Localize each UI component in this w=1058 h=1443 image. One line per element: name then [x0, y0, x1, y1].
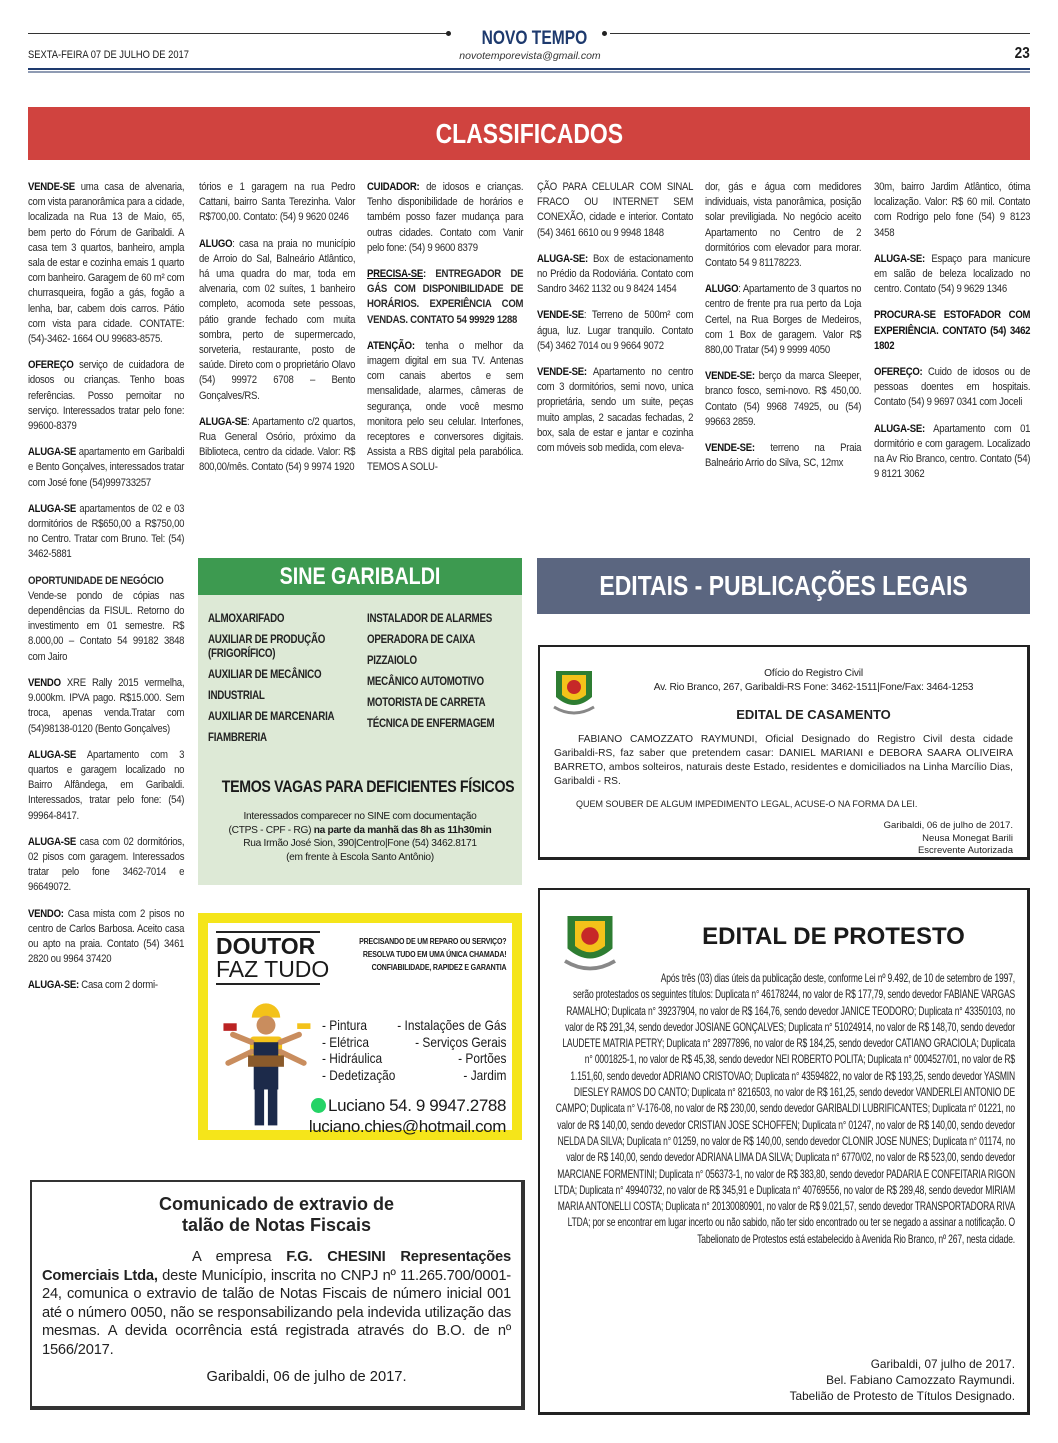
- ad-text: apartamento em Garibaldi e Bento Gonçalves, interessados tratar com José fone (54)999733257: [28, 446, 185, 489]
- sine-header: [198, 558, 522, 595]
- ad-text: Apartamento com 3 quartos e garagem localizado no Bairro Alfândega, em Garibaldi. Interessados, tratar pelo fone: (54) 99964-8417.: [28, 748, 185, 822]
- classified-column: [705, 180, 861, 482]
- sine-address: Rua Irmão José Sion, 390|Centro|Fone (54) 3462.8171: [243, 838, 477, 849]
- comunicado-title-line: Comunicado de extravio de: [158, 1194, 395, 1214]
- list-item: ALMOXARIFADO: [208, 613, 285, 625]
- header-dot: [446, 31, 451, 36]
- masthead: [470, 28, 590, 50]
- classified-ad: [28, 835, 184, 896]
- comunicado-body: [42, 1248, 511, 1359]
- casamento-role: Escrevente Autorizada: [917, 845, 1013, 856]
- ad-phone: [311, 1096, 506, 1116]
- comunicado-box: [30, 1180, 525, 1410]
- ad-heading: VENDO: [28, 676, 61, 689]
- ad-heading: ALUGA-SE: [28, 446, 76, 459]
- classified-ad: [367, 267, 523, 328]
- classified-ad: [367, 180, 523, 256]
- comunicado-company: F.G. CHESINI Representações Comerciais Ltda,: [42, 1249, 511, 1284]
- ad-heading: ALUGA-SE:: [28, 979, 79, 992]
- ad-text: Casa mista com 2 pisos no centro de Carlos Barbosa. Aceito casa ou apto na praia. Contato (54) 3461 2820 ou 9964 37420: [28, 907, 185, 966]
- classified-ad: [537, 180, 693, 241]
- classificados-banner: [28, 107, 1030, 160]
- protesto-signature: [790, 1356, 1015, 1404]
- ad-text: serviço de cuidadora de idosos ou crianças. Tenho boas referências. Posso pernoitar no serviço. Interessados tratar pelo fone: 99600-8379: [28, 359, 185, 433]
- comunicado-text: deste Município, inscrita no CNPJ nº 11.265.700/0001-24, comunica o extravio de talão de Notas Fiscais de número inicial 001 até o número 0050, não se responsabilizando pela indevida utilização das mesmas. A devida ocorrência está registrada através do B.O. de nº 1566/2017.: [42, 1267, 511, 1358]
- casamento-warning: QUEM SOUBER DE ALGUM IMPEDIMENTO LEGAL, ACUSE-O NA FORMA DA LEI.: [576, 799, 918, 809]
- ad-text: apartamentos de 02 e 03 dormitórios de R$650,00 a R$750,00 no Centro. Tratar com Bruno. Tel: (54) 3462-5881: [28, 502, 185, 561]
- registry-header: [606, 667, 1021, 695]
- list-item: INDUSTRIAL: [208, 690, 265, 702]
- classificados-title: CLASSIFICADOS: [435, 118, 623, 149]
- ad-text: dor, gás e água com medidores individuais, vista panorâmica, posição solar previligiada. No negócio aceito Apartamento no Centro de 2 dormitórios com elevador para morar. Contato 54 9 81178223.: [705, 181, 862, 270]
- classified-ad: [874, 252, 1030, 298]
- classified-ad: [537, 308, 693, 354]
- ad-text: Box de estacionamento no Prédio da Rodoviária. Contato com Sandro 3462 1132 ou 9 8424 1454: [537, 252, 694, 296]
- sine-info: [198, 810, 522, 864]
- classified-ad: [537, 252, 693, 298]
- ad-services-left: [322, 1017, 395, 1083]
- header-email: novotemporevista@gmail.com: [459, 50, 601, 62]
- casamento-signer: Neusa Monegat Barili: [922, 832, 1013, 844]
- classified-ad: [874, 422, 1030, 483]
- masthead-text: NOVO TEMPO: [481, 28, 588, 49]
- editais-title: EDITAIS - PUBLICAÇÕES LEGAIS: [599, 570, 968, 601]
- ad-heading: VENDE-SE:: [705, 442, 755, 455]
- ad-text: Apartamento com 01 dormitório e com garagem. Localizado na Av Rio Branco, centro. Contato (54) 9 8121 3062: [874, 422, 1031, 481]
- ad-heading: ATENÇÃO:: [367, 339, 415, 352]
- sine-jobs-right: [367, 612, 517, 738]
- classified-ad: [705, 369, 861, 430]
- rs-coat-of-arms-icon: [550, 663, 598, 719]
- ad-text: Espaço para manicure em salão de beleza localizado no centro. Contato (54) 9 9629 1346: [874, 252, 1031, 296]
- editais-banner: [537, 558, 1030, 614]
- classified-column: [537, 180, 693, 467]
- classified-column: [28, 180, 184, 1005]
- ad-heading: ALUGA-SE: [28, 835, 76, 848]
- list-item: - Pintura: [322, 1017, 367, 1033]
- header-rule: [28, 68, 1030, 70]
- classified-column: [367, 180, 523, 487]
- list-item: - Jardim: [463, 1066, 506, 1083]
- classified-ad: [874, 365, 1030, 411]
- ad-text: ÇÃO PARA CELULAR COM SINAL FRACO OU INTERNET SEM CONEXÃO, cidade e interior. Contato (54) 3461 6610 ou 9 9948 1848: [537, 181, 694, 239]
- casamento-title: EDITAL DE CASAMENTO: [736, 707, 891, 722]
- comunicado-title-line: talão de Notas Fiscais: [181, 1215, 372, 1235]
- sine-vagas-text: TEMOS VAGAS PARA DEFICIENTES FÍSICOS: [221, 778, 515, 796]
- ad-text: Cuido de idosos ou de pessoas doentes em hospitais. Contato (54) 9 9697 0341 com Joceli: [874, 366, 1031, 409]
- comunicado-date: Garibaldi, 06 de julho de 2017.: [206, 1369, 407, 1385]
- protesto-title: EDITAL DE PROTESTO: [702, 923, 965, 950]
- sine-docs: (CTPS - CPF - RG): [228, 824, 314, 836]
- classified-ad: [28, 748, 184, 824]
- ad-heading: ALUGA-SE: [28, 502, 76, 515]
- ad-heading: VENDE-SE: [537, 309, 584, 322]
- casamento-signature: [884, 820, 1013, 858]
- sine-vagas: [198, 778, 522, 797]
- protesto-date: Garibaldi, 07 julho de 2017.: [870, 1357, 1015, 1371]
- ad-heading: VENDE-SE:: [537, 366, 587, 379]
- ad-text: Vende-se pondo de cópias nas dependências da FISUL. Retorno do investimento em 01 semestre. R$ 8.000,00 – Contato 54 99182 3848 com Jairo: [28, 589, 185, 663]
- edital-casamento: [538, 645, 1030, 860]
- classified-ad: [705, 180, 861, 271]
- ad-text: uma casa de alvenaria, com vista paranorâmica para a cidade, localizada na Rua 13 de Maio, 65, bem perto do Fórum de Garibaldi. A casa tem 3 quartos, banheiro, ampla sala de estar e cozinha emais 1 quarto com banheiro. Garagem de 60 m² com churrasqueira, fogão a gás, fogão a lenha, bar, cabem dois carros. Pátio com vista para cidade. CONTATE: (54)-3462- 1664 OU 99683-8575.: [28, 181, 185, 346]
- ad-text: : Apartamento de 3 quartos no centro de frente pra rua perto da Loja Certel, na Rua Borges de Medeiros, com 1 Box de garagem. Valor R$ 880,00 Tratar (54) 9 9999 4050: [705, 283, 862, 357]
- ad-text: de idosos e crianças. Tenho disponibilidade de horários e também posso fazer mudança para outras cidades. Contato com Vanir pelo fone: (54) 9 9600 8379: [367, 181, 524, 254]
- sine-info-line: Interessados comparecer no SINE com documentação: [243, 811, 477, 822]
- classified-ad: [199, 237, 355, 404]
- ad-text: : Terreno de 500m² com água, luz. Lugar tranquilo. Contato (54) 3462 7014 ou 9 9664 9072: [537, 309, 694, 352]
- protesto-signer: Bel. Fabiano Camozzato Raymundi.: [826, 1373, 1015, 1387]
- list-item: AUXILIAR DE PRODUÇÃO (FRIGORÍFICO): [208, 634, 326, 660]
- classified-ad: [874, 180, 1030, 241]
- list-item: TÉCNICA DE ENFERMAGEM: [367, 718, 495, 730]
- list-item: - Portões: [457, 1050, 506, 1066]
- ad-heading: OPORTUNIDADE DE NEGÓCIO: [28, 574, 164, 587]
- ad-text: : ENTREGADOR DE GÁS COM DISPONIBILIDADE DE HORÁRIOS. EXPERIÊNCIA COM VENDAS. CONTATO 54 99929 1288: [367, 268, 524, 326]
- sine-reference: (em frente à Escola Santo Antônio): [286, 851, 434, 863]
- classified-ad: [705, 282, 861, 358]
- ad-logo-line2: FAZ TUDO: [216, 956, 330, 982]
- ad-slogan: [359, 935, 506, 974]
- ad-text: casa com 02 dormitórios, 02 pisos com garagem. Interessados tratar pelo fone 3462-7014 e 96649072.: [28, 835, 185, 894]
- classified-ad: [199, 415, 355, 476]
- ad-logo-line1: DOUTOR: [216, 933, 316, 959]
- header-dot: [602, 31, 607, 36]
- header-rule-right: [610, 33, 1030, 34]
- comunicado-title: [32, 1194, 521, 1236]
- ad-heading: ALUGO: [199, 237, 233, 250]
- rs-coat-of-arms-icon: [560, 904, 620, 978]
- ad-services-right: [397, 1017, 506, 1083]
- ad-heading: ALUGA-SE:: [874, 422, 925, 435]
- list-item: - Instalações de Gás: [396, 1017, 506, 1033]
- ad-heading: OFEREÇO:: [874, 366, 923, 379]
- comunicado-intro: A empresa: [192, 1249, 287, 1265]
- registry-office: Ofício do Registro Civil: [764, 668, 863, 679]
- ad-logo: [216, 931, 330, 985]
- classified-ad: [28, 574, 184, 665]
- header-rule-left: [28, 33, 448, 34]
- list-item: - Elétrica: [322, 1033, 369, 1050]
- list-item: RESOLVA TUDO EM UMA ÚNICA CHAMADA!: [362, 950, 506, 959]
- ad-email: luciano.chies@hotmail.com: [308, 1117, 506, 1136]
- whatsapp-icon: [311, 1098, 326, 1113]
- classified-ad: [28, 358, 184, 434]
- header-rule: [28, 71, 1030, 73]
- ad-heading: PROCURA-SE ESTOFADOR COM EXPERIÊNCIA. CONTATO (54) 3462 1802: [874, 309, 1031, 352]
- protesto-role: Tabelião de Protesto de Títulos Designado.: [789, 1389, 1015, 1403]
- sine-info-line: [198, 824, 522, 838]
- list-item: - Dedetização: [322, 1066, 396, 1083]
- ad-heading: PRECISA-SE: [367, 268, 423, 281]
- issue-date: SEXTA-FEIRA 07 DE JULHO DE 2017: [28, 49, 189, 61]
- ad-heading: ALUGA-SE: [199, 415, 247, 428]
- list-item: AUXILIAR DE MECÂNICO: [208, 669, 322, 681]
- ad-text: : Apartamento c/2 quartos, Rua General Osório, próximo da Biblioteca, centro da cidade. Valor: R$ 800,00/mês. Contato (54) 9 9974 1920: [199, 415, 356, 474]
- protesto-text: [554, 970, 1015, 1247]
- classified-ad: [28, 676, 184, 737]
- ad-text: Apartamento no centro com 3 dormitórios, semi novo, unica proprietária, sendo um suite, peças muito amplas, 2 sacadas fechadas, 2 box, sala de estar e jantar e cozinha com móveis sob medida, com eleva-: [537, 366, 694, 455]
- list-item: FIAMBRERIA: [208, 732, 267, 744]
- ad-text: Casa com 2 dormi-: [78, 979, 158, 992]
- list-item: PRECISANDO DE UM REPARO OU SERVIÇO?: [358, 937, 506, 946]
- ad-text: terreno na Praia Balneário Arrio do Silva, SC, 12mx: [705, 442, 862, 470]
- classified-ad: [28, 978, 184, 993]
- sine-jobs-left: [208, 612, 358, 752]
- casamento-text: FABIANO CAMOZZATO RAYMUNDI, Oficial Designado do Registro Civil desta cidade Garibaldi-RS, faz saber que pretendem casar: DANIEL MARIANI e DEBORA SAARA OLIVEIRA BARRETO, ambos solteiros, naturais deste Estado, residentes e domiciliados na Linha Marcílio Dias, Garibaldi - RS.: [554, 734, 1013, 787]
- protesto-body: Após três (03) dias úteis da publicação deste, conforme Lei nº 9.492, de 10 de setembro de 1997, serão protestados os seguintes títulos: Duplicata n° 46178244, no valor de R$ 177,79, sendo devedor FABIANE VARGAS RAMALHO; Duplicata n° 39237904, no valor de R$ 164,76, sendo devedor JANICE TEODORO; Duplicata n° 43350103, no valor de R$ 291,34, sendo devedor JOSIANE GONÇALVES; Duplicata n° 51024914, no valor de R$ 148,70, sendo devedor LAUDETE MATRIA PETRY; Duplicata n° 28977896, no valor de R$ 184,25, sendo devedor CATIANO GRACIOLA; Duplicata n° 0001825-1, no valor de R$ 45,38, sendo devedor NEI ROBERTO POLITA; Duplicata n° 0004527/01, no valor de R$ 1.151,60, sendo devedor ADRIANO CRISTOVAO; Duplicata n° 43594822, no valor de R$ 193,25, sendo devedor YASMIN DIESLEY RAMOS DO CANTO; Duplicata n° 8216503, no valor de R$ 161,25, sendo devedor VANDERLEI ANTONIO DE CAMPO; Duplicata n° V-176-08, no valor de R$ 230,00, sendo devedor GARIBALDI LUBRIFICANTES; Duplicata n° 01221, no valor de R$ 140,00, sendo devedor CRISTIAN JOSE SCHOFFEN; Duplicata n° 01247, no valor de R$ 140,00, sendo devedor NELDA DA SILVA; Duplicata n° 01259, no valor de R$ 140,00, sendo devedor CLONIR JOSE NUNES; Duplicata n° 01174, no valor de R$ 140,00, sendo devedor ADRIANA LIMA DA SILVA; Duplicata n° 6770/02, no valor de R$ 523,00, sendo devedor MARCIANE FORMENTINI; Duplicata n° 056373-1, no valor de R$ 383,80, sendo devedor PADARIA E CONFEITARIA RIGON LTDA; Duplicata n° 49940732, no valor de R$ 345,91 e Duplicata n° 40769556, no valor de R$ 289,48, sendo devedor MIRIAM MARIA ANTONELLI COSTA; Duplicata n° 20130080901, no valor de R$ 9.021,57, sendo devedor TRANSPORTADORA RIVA LTDA; por se encontrar em lugar incerto ou não sabido, não ter sido encontrado ou ter se negado a assinar a notificação. O Tabelionato de Protestos está estabelecido à Avenida Rio Branco, nº 267, nesta cidade.: [554, 971, 1015, 1246]
- list-item: AUXILIAR DE MARCENARIA: [208, 711, 335, 723]
- ad-heading: CUIDADOR:: [367, 181, 420, 193]
- classified-ad: [28, 180, 184, 347]
- sine-title: SINE GARIBALDI: [279, 563, 441, 590]
- ad-heading: VENDE-SE: [28, 181, 75, 193]
- list-item: PIZZAIOLO: [367, 655, 417, 667]
- ad-heading: VENDE-SE:: [705, 370, 755, 383]
- list-item: MOTORISTA DE CARRETA: [367, 697, 486, 709]
- classified-ad: [705, 441, 861, 471]
- classified-ad: [874, 308, 1030, 354]
- worker-illustration-icon: [214, 993, 318, 1133]
- ad-text: 30m, bairro Jardim Atlântico, ótima localização. Valor: R$ 60 mil. Contato com Rodrigo pelo fone (54) 9 8123 3458: [874, 181, 1031, 239]
- ad-heading: ALUGA-SE: [28, 748, 76, 761]
- ad-heading: ALUGA-SE:: [874, 252, 925, 265]
- list-item: CONFIABILIDADE, RAPIDEZ E GARANTIA: [371, 963, 506, 972]
- casamento-date: Garibaldi, 06 de julho de 2017.: [883, 820, 1013, 831]
- list-item: MECÂNICO AUTOMOTIVO: [367, 676, 484, 688]
- ad-heading: OFEREÇO: [28, 359, 74, 372]
- ad-text: XRE Rally 2015 vermelha, 9.000km. IPVA pago. R$15.000. Sem troca, apenas venda.Tratar com (54)98138-0120 (Bento Gonçalves): [28, 676, 185, 735]
- ad-text: tenha o melhor da imagem digital em sua TV. Antenas com canais abertos e sem mensalidade, alarmes, câmeras de segurança, onde você mesmo monitora pelo seu celular. Interfones, receptores e conversores digitais. Assista a RBS digital pela parabólica. TEMOS A SOLU-: [367, 339, 524, 474]
- doutor-faz-tudo-ad: [198, 913, 522, 1140]
- ad-heading: ALUGO: [705, 283, 739, 296]
- classified-column: [199, 180, 355, 487]
- classified-column: [874, 180, 1030, 493]
- ad-heading: VENDO:: [28, 907, 64, 920]
- list-item: - Hidráulica: [322, 1050, 383, 1066]
- classified-ad: [28, 907, 184, 968]
- sine-box: [198, 558, 522, 885]
- ad-text: : casa na praia no município de Arroio do Sal, Balneário Atlântico, há uma quadra do mar, toda em alvenaria, com 02 suítes, 1 banheiro completo, acomoda sete pessoas, pátio grande fechado com muita sombra, perto de supermercado, sorveteria, restaurante, posto de saúde. Direto com o proprietário Olavo (54) 99972 6708 – Bento Gonçalves/RS.: [199, 237, 356, 402]
- classified-ad: [537, 365, 693, 456]
- ad-text: berço da marca Sleeper, branco fosco, semi-novo. R$ 450,00. Contato (54) 9968 74925, ou (54) 99663 2859.: [705, 370, 862, 428]
- registry-address: Av. Rio Branco, 267, Garibaldi-RS Fone: 3462-1511|Fone/Fax: 3464-1253: [653, 682, 974, 693]
- ad-heading: ALUGA-SE:: [537, 252, 588, 265]
- emblem-spacer: [554, 970, 648, 986]
- sine-hours: na parte da manhã das 8h as 11h30min: [313, 824, 492, 836]
- list-item: - Serviços Gerais: [414, 1033, 506, 1050]
- classified-ad: [28, 445, 184, 491]
- page-number: 23: [1014, 45, 1030, 62]
- ad-text: tórios e 1 garagem na rua Pedro Cattani, bairro Santa Terezinha. Valor R$700,00. Contato: (54) 9 9620 0246: [199, 181, 356, 224]
- list-item: OPERADORA DE CAIXA: [367, 634, 476, 646]
- classified-ad: [367, 339, 523, 476]
- edital-protesto: [538, 888, 1030, 1415]
- ad-phone-text: Luciano 54. 9 9947.2788: [328, 1096, 506, 1115]
- classified-ad: [28, 502, 184, 563]
- list-item: INSTALADOR DE ALARMES: [367, 613, 492, 625]
- classified-ad: [199, 180, 355, 226]
